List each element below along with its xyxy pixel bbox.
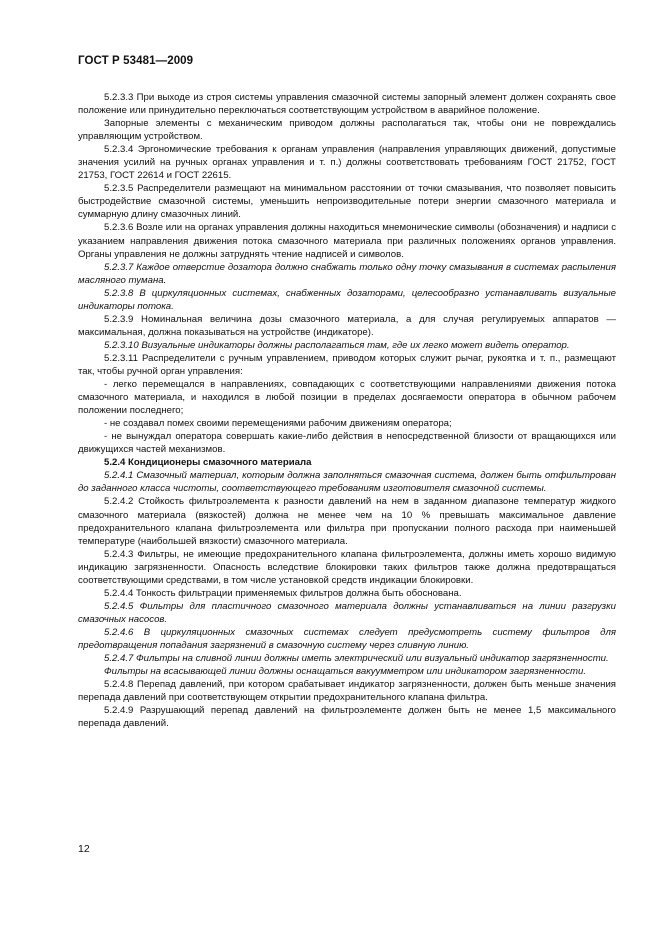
paragraph: 5.2.3.4 Эргономические требования к органам управления (направления управляющих движений, допустимые значения усилий на ручных органах управления и т. п.) должны соответствовать требованиям ГОСТ 21752, ГОСТ 21753, ГОСТ 22614 и ГОСТ 22615. <box>78 144 616 182</box>
paragraph: 5.2.4.8 Перепад давлений, при котором срабатывает индикатор загрязненности, должен быть меньше значения перепада давлений при соответствующем открытии предохранительного клапана фильтра. <box>78 679 616 704</box>
paragraph: Фильтры на всасывающей линии должны оснащаться вакуумметром или индикатором загрязненности. <box>104 666 587 678</box>
paragraph: 5.2.3.5 Распределители размещают на минимальном расстоянии от точки смазывания, что позволяет повысить быстродействие смазочной системы, уменьшить непроизводительные потери энергии смазочного материала и суммарную длину смазочных линий. <box>78 183 616 221</box>
paragraph: 5.2.4.1 Смазочный материал, которым должна заполняться смазочная система, должен быть отфильтрован до заданного класса чистоты, соответствующего требованиям изготовителя смазочной системы. <box>78 470 616 495</box>
paragraph: 5.2.4.5 Фильтры для пластичного смазочного материала должны устанавливаться на линии разгрузки смазочных насосов. <box>78 600 616 625</box>
paragraph: - не вынуждал оператора совершать какие-либо действия в непосредственной близости от вращающихся или движущихся частей механизмов. <box>78 431 616 456</box>
paragraph: 5.2.3.7 Каждое отверстие дозатора должно снабжать только одну точку смазывания в системах распыления масляного тумана. <box>78 261 616 286</box>
paragraph: Запорные элементы с механическим приводом должны располагаться так, чтобы они не повреждались управляющим устройством. <box>78 118 616 143</box>
paragraph: 5.2.4.3 Фильтры, не имеющие предохранительного клапана фильтроэлемента, должны иметь хорошо видимую индикацию загрязненности. Опасность вследствие блокировки таких фильтров также должна предотвращаться соответствующими средствами, в том числе установкой средств индикации блокировки. <box>78 548 616 586</box>
paragraph: - не создавал помех своими перемещениями рабочим движениям оператора; <box>104 418 452 430</box>
page-number: 12 <box>78 843 90 855</box>
document-header: ГОСТ Р 53481—2009 <box>78 55 194 67</box>
paragraph: 5.2.3.9 Номинальная величина дозы смазочного материала, а для случая регулируемых аппаратов — максимальная, должна показываться на устройстве (индикаторе). <box>78 313 616 338</box>
paragraph: 5.2.4.4 Тонкость фильтрации применяемых фильтров должна быть обоснована. <box>104 587 462 599</box>
paragraph: 5.2.4.9 Разрушающий перепад давлений на фильтроэлементе должен быть не менее 1,5 максимального перепада давлений. <box>78 705 616 730</box>
paragraph: 5.2.3.3 При выходе из строя системы управления смазочной системы запорный элемент должен сохранять свое положение или принудительно переключаться соответствующим устройством в аварийное положение. <box>78 92 616 117</box>
section-heading: 5.2.4 Кондиционеры смазочного материала <box>104 457 312 469</box>
paragraph: 5.2.4.2 Стойкость фильтроэлемента к разности давлений на нем в заданном диапазоне температур жидкого смазочного материала (вязкостей) должна не менее чем на 10 % превышать максимальное давление предохранительного клапана фильтроэлемента или фильтра при пропускании полного расхода при наименьшей температуре (наибольшей вязкости) смазочного материала. <box>78 496 616 547</box>
paragraph: 5.2.4.6 В циркуляционных смазочных системах следует предусмотреть систему фильтров для предотвращения попадания загрязнений в смазочную систему через сливную линию. <box>78 626 616 651</box>
paragraph: 5.2.3.8 В циркуляционных системах, снабженных дозаторами, целесообразно устанавливать визуальные индикаторы потока. <box>78 287 616 312</box>
paragraph: 5.2.4.7 Фильтры на сливной линии должны иметь электрический или визуальный индикатор загрязненности. <box>104 653 609 665</box>
paragraph: 5.2.3.10 Визуальные индикаторы должны располагаться там, где их легко может видеть оператор. <box>104 339 570 351</box>
paragraph: 5.2.3.11 Распределители с ручным управлением, приводом которых служит рычаг, рукоятка и т. п., размещают так, чтобы ручной орган управления: <box>78 352 616 377</box>
paragraph: - легко перемещался в направлениях, совпадающих с соответствующими направлениями движения потока смазочного материала, и находился в любой позиции в пределах досягаемости оператора в обычном рабочем положении последнего; <box>78 379 616 417</box>
document-body <box>78 91 616 730</box>
paragraph: 5.2.3.6 Возле или на органах управления должны находиться мнемонические символы (обозначения) и надписи с указанием направления движения потока смазочного материала при различных положениях органов управления. Органы управления не должны затруднять чтение надписей и символов. <box>78 222 616 260</box>
